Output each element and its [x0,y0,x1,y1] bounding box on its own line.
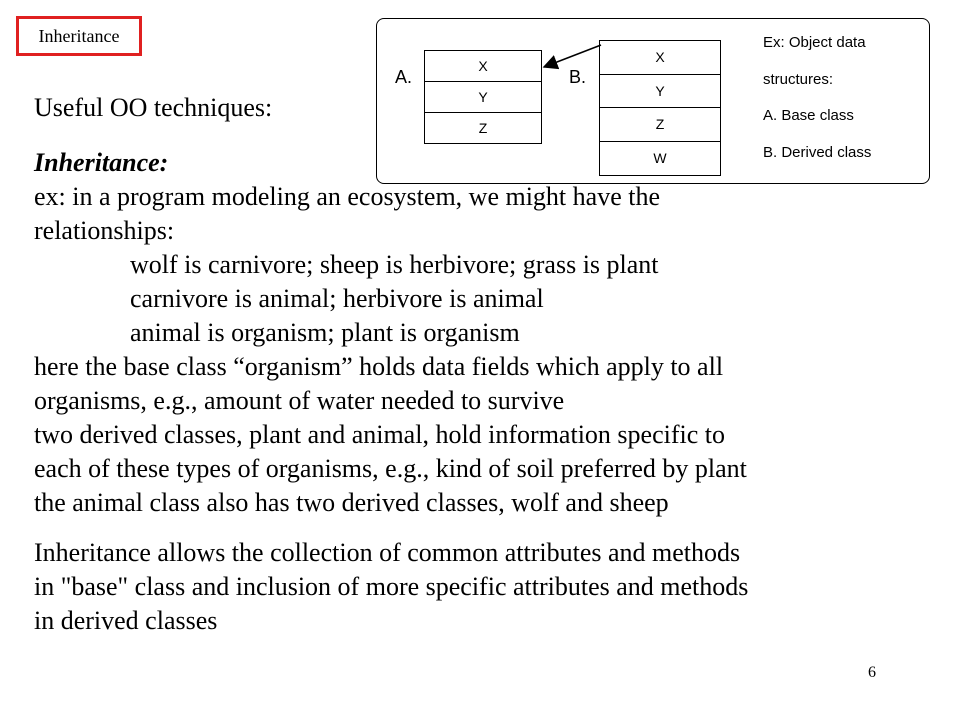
text-line: here the base class “organism” holds data fields which apply to all [34,352,724,381]
derived-class-label: B. [569,67,587,87]
spacer [34,520,748,536]
page-number: 6 [868,664,876,681]
text-line: relationships: [34,216,175,245]
text-line: ex: in a program modeling an ecosystem, we might have the [34,182,660,211]
derived-field: Y [600,75,720,109]
text-line: two derived classes, plant and animal, hold information specific to [34,420,725,449]
text-line: organisms, e.g., amount of water needed to survive [34,386,565,415]
derived-field: W [653,149,667,166]
base-field: Y [425,82,541,113]
main-content [34,146,748,638]
text-line: Inheritance allows the collection of common attributes and methods [34,538,741,567]
base-field: X [425,51,541,82]
text-line: in derived classes [34,606,218,635]
note-line: structures: [763,70,834,88]
base-field: Z [478,120,488,136]
text-line: the animal class also has two derived classes, wolf and sheep [34,488,669,517]
note-line: B. Derived class [763,143,872,161]
slide-tag: Inheritance [16,16,142,56]
relation-line: wolf is carnivore; sheep is herbivore; grass is plant [130,250,659,279]
subtitle: Useful OO techniques: [34,93,273,122]
derived-field: X [600,41,720,75]
note-line: Ex: Object data [763,34,866,51]
text-line: in "base" class and inclusion of more specific attributes and methods [34,572,749,601]
note-line: A. Base class [763,107,854,124]
section-heading: Inheritance: [34,148,169,177]
relation-line: animal is organism; plant is organism [130,318,520,347]
diagram-notes [763,25,871,171]
text-line: each of these types of organisms, e.g., kind of soil preferred by plant [34,454,747,483]
derived-field: Z [600,108,720,142]
base-class-label: A. [395,67,413,87]
relation-line: carnivore is animal; herbivore is animal [130,284,544,313]
